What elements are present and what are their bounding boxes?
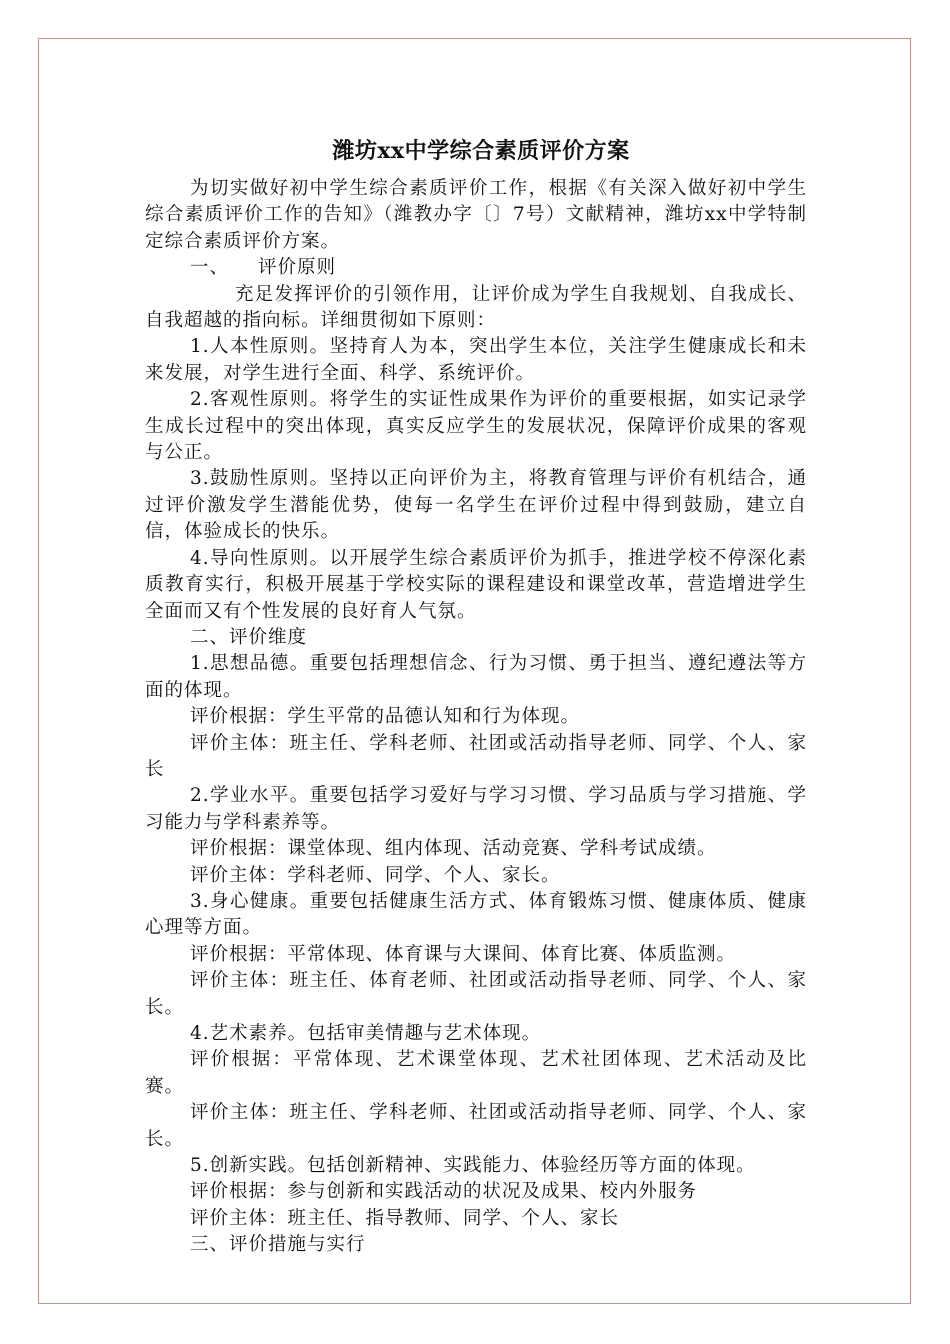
section3-heading: 三、评价措施与实行 [190,1234,366,1256]
dimension-line: 评价主体：班主任、体育老师、社团或活动指导老师、同学、个人、家长。 [145,970,807,1018]
section1-lead: 充足发挥评价的引领作用，让评价成为学生自我规划、自我成长、自我超越的指向标。详细贯彻如下原则： [145,283,807,332]
dimension-line: 评价根据：平常体现、艺术课堂体现、艺术社团体现、艺术活动及比赛。 [145,1049,807,1097]
dimension-line: 评价根据：参与创新和实践活动的状况及成果、校内外服务 [190,1181,698,1203]
section2-heading: 二、评价维度 [190,626,308,648]
document-title: 潍坊xx中学综合素质评价方案 [332,138,630,164]
dimension-line: 评价根据：课堂体现、组内体现、活动竞赛、学科考试成绩。 [190,838,717,860]
principle-item: 2.客观性原则。将学生的实证性成果作为评价的重要根据，如实记录学生成长过程中的突出体现，真实反应学生的发展状况，保障评价成果的客观与公正。 [145,389,807,464]
dimension-line: 评价根据：平常体现、体育课与大课间、体育比赛、体质监测。 [190,943,737,965]
dimension-line: 评价根据：学生平常的品德认知和行为体现。 [190,706,581,728]
dimension-line: 5.创新实践。包括创新精神、实践能力、体验经历等方面的体现。 [190,1155,756,1177]
dimension-line: 3.身心健康。重要包括健康生活方式、体育锻炼习惯、健康体质、健康心理等方面。 [145,890,807,939]
intro-paragraph: 为切实做好初中学生综合素质评价工作，根据《有关深入做好初中学生综合素质评价工作的告知》（潍教办字〔〕7号）文献精神，潍坊xx中学特制定综合素质评价方案。 [145,178,807,252]
section1-title: 评价原则 [258,257,337,279]
dimension-line: 评价主体：班主任、学科老师、社团或活动指导老师、同学、个人、家长 [145,732,807,780]
dimension-line: 评价主体：班主任、学科老师、社团或活动指导老师、同学、个人、家长。 [145,1102,807,1150]
principle-item: 1.人本性原则。坚持育人为本，突出学生本位，关注学生健康成长和未来发展，对学生进行全面、科学、系统评价。 [145,336,807,384]
dimension-line: 2.学业水平。重要包括学习爱好与学习习惯、学习品质与学习措施、学习能力与学科素养等。 [145,785,807,833]
section1-number: 一、 [190,257,230,279]
dimension-line: 评价主体：学科老师、同学、个人、家长。 [190,864,561,886]
dimension-line: 1.思想品德。重要包括理想信念、行为习惯、勇于担当、遵纪遵法等方面的体现。 [145,653,807,701]
dimension-line: 评价主体：班主任、指导教师、同学、个人、家长 [190,1207,620,1229]
principle-item: 4.导向性原则。以开展学生综合素质评价为抓手，推进学校不停深化素质教育实行，积极开展基于学校实际的课程建设和课堂改革，营造增进学生全面而又有个性发展的良好育人气氛。 [145,547,807,622]
section1-heading [145,255,807,281]
document-body [145,131,807,1259]
dimension-line: 4.艺术素养。包括审美情趣与艺术体现。 [190,1023,542,1044]
principle-item: 3.鼓励性原则。坚持以正向评价为主，将教育管理与评价有机结合，通过评价激发学生潜能优势，使每一名学生在评价过程中得到鼓励，建立自信，体验成长的快乐。 [145,468,807,543]
